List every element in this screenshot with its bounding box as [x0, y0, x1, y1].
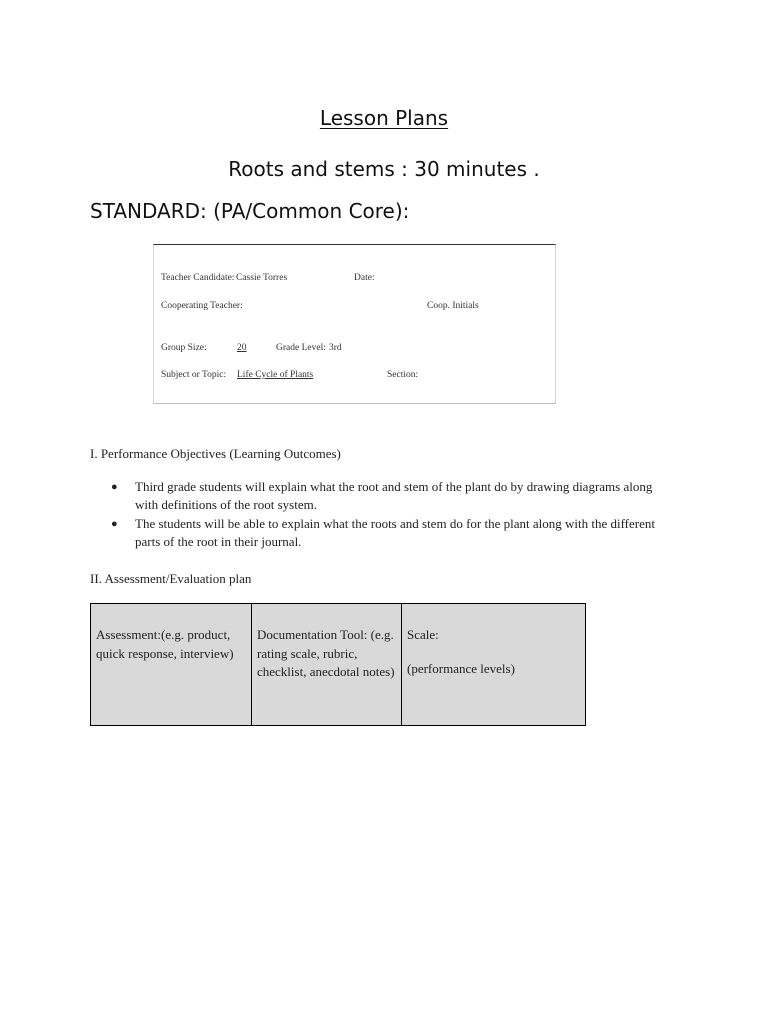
section-label: Section: [387, 370, 419, 380]
scale-cell [402, 604, 586, 726]
assessment-cell [91, 604, 252, 726]
scale-cell-line2: (performance levels) [407, 660, 515, 676]
subject-value: Life Cycle of Plants [237, 370, 314, 380]
coop-initials-label: Coop. Initials [427, 301, 479, 311]
teacher-candidate-label: Teacher Candidate: [161, 273, 235, 283]
date-label: Date: [354, 273, 375, 283]
group-size-value: 20 [237, 343, 247, 353]
objectives-list [90, 478, 670, 552]
bullet-icon: ● [111, 518, 118, 530]
performance-objectives-heading: I. Performance Objectives (Learning Outcomes) [90, 446, 341, 461]
assessment-plan-heading: II. Assessment/Evaluation plan [90, 571, 252, 586]
scale-cell-line1: Scale: [407, 627, 439, 642]
page-title: Lesson Plans [319, 106, 449, 130]
standard-heading: STANDARD: (PA/Common Core): [90, 199, 410, 223]
grade-level-label: Grade Level: [276, 343, 326, 353]
objective-text: Third grade students will explain what the root and stem of the plant do by drawing diagrams along with definitions of the root system. [135, 479, 653, 512]
assessment-cell-text: Assessment:(e.g. product, quick response, interview) [96, 627, 234, 661]
lesson-subtitle: Roots and stems : 30 minutes . [228, 157, 540, 181]
group-size-label: Group Size: [161, 343, 207, 353]
documentation-tool-cell [252, 604, 402, 726]
grade-level-value: 3rd [329, 343, 342, 353]
bullet-icon: ● [111, 481, 118, 493]
list-item [90, 515, 670, 551]
list-item [90, 478, 670, 514]
cooperating-teacher-label: Cooperating Teacher: [161, 301, 243, 311]
subject-label: Subject or Topic: [161, 370, 227, 380]
table-row [91, 604, 586, 726]
objective-text: The students will be able to explain what the roots and stem do for the plant along with the different parts of the root in their journal. [135, 516, 655, 549]
documentation-tool-cell-text: Documentation Tool: (e.g. rating scale, rubric, checklist, anecdotal notes) [257, 627, 395, 679]
assessment-table [90, 603, 586, 726]
teacher-candidate-value: Cassie Torres [236, 273, 288, 283]
lesson-info-form [153, 244, 556, 404]
